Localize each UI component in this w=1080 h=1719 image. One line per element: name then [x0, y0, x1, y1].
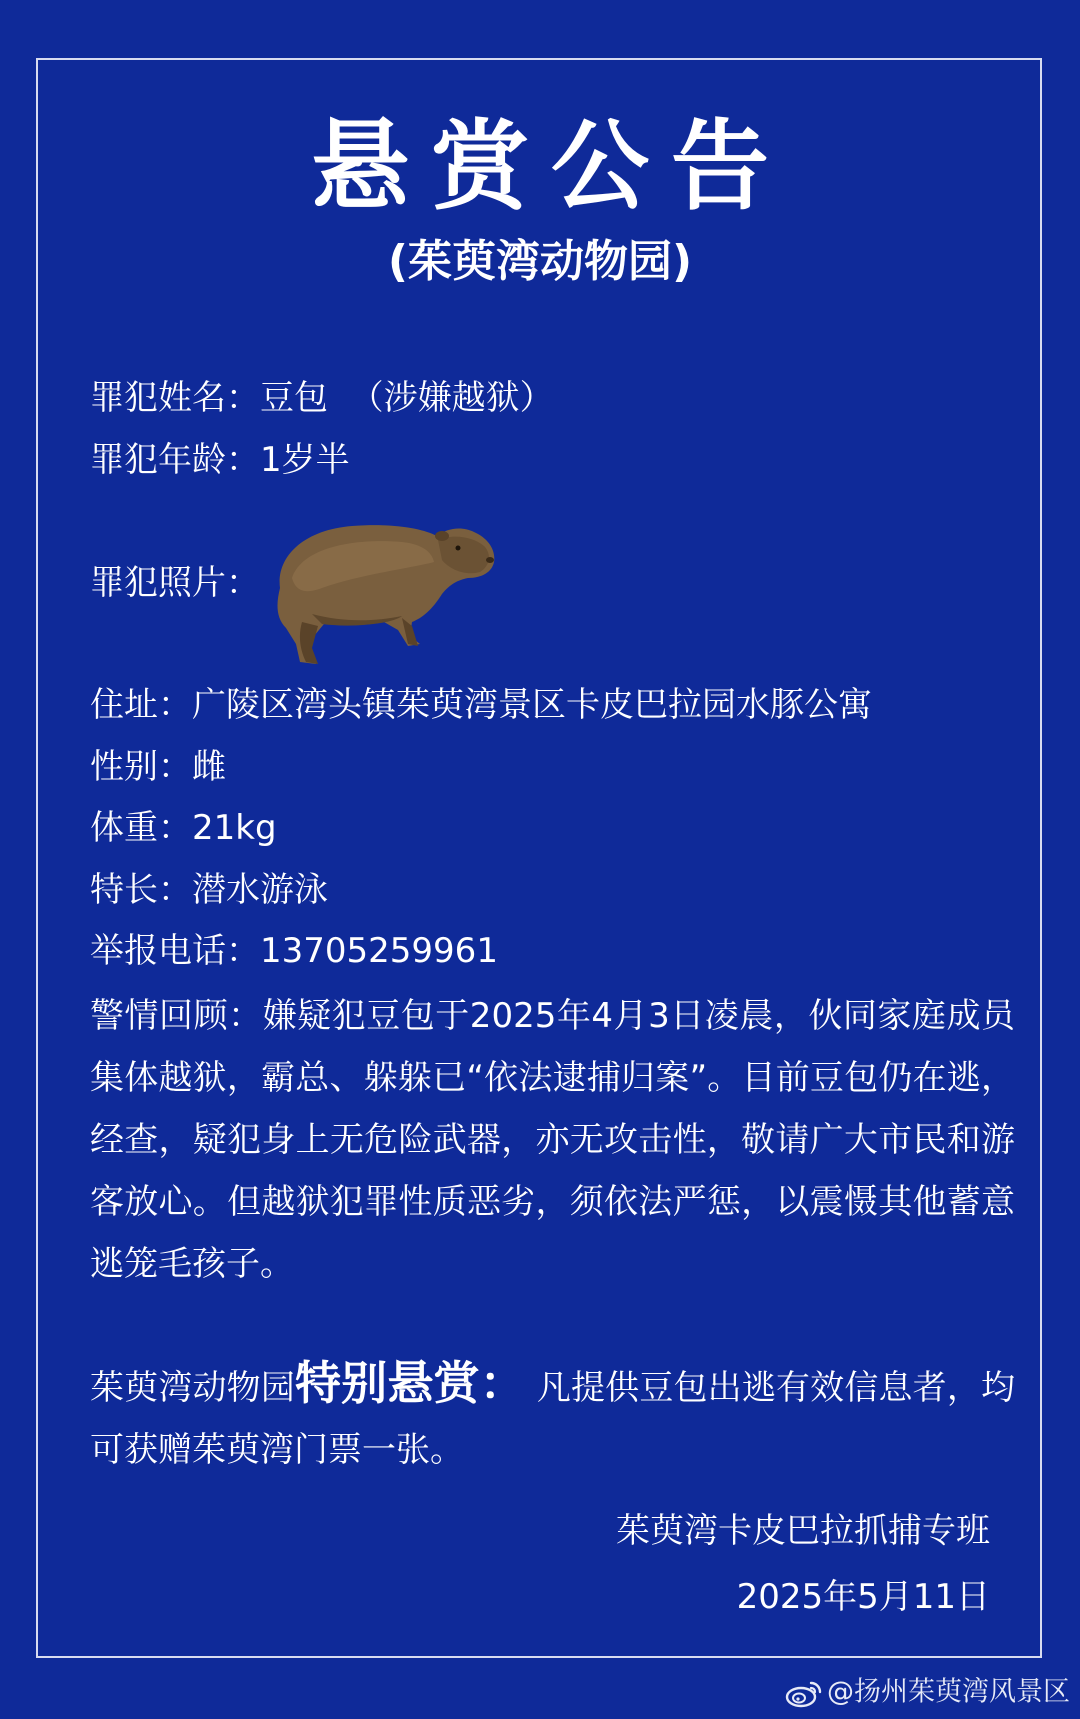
- address-label: 住址：: [90, 685, 192, 725]
- skill-row: [90, 870, 328, 910]
- skill-label: 特长：: [90, 870, 192, 910]
- reward-paragraph: [90, 1352, 1015, 1481]
- address-value: 广陵区湾头镇茱萸湾景区卡皮巴拉园水豚公寓: [192, 685, 872, 725]
- watermark: [785, 1678, 1070, 1708]
- phone-value: 13705259961: [260, 931, 498, 971]
- capybara-icon: [262, 518, 498, 668]
- photo-row: [90, 563, 260, 603]
- phone-row: [90, 931, 498, 971]
- age-value: 1岁半: [260, 440, 350, 480]
- reward-org: 茱萸湾动物园: [90, 1368, 296, 1408]
- skill-value: 潜水游泳: [192, 870, 328, 910]
- reward-headline: 特别悬赏：: [295, 1356, 526, 1410]
- signature-team: 茱萸湾卡皮巴拉抓捕专班: [616, 1511, 990, 1551]
- age-row: [90, 440, 350, 480]
- reward-text: 凡提供豆包出逃有效信息者，均可获赠茱萸湾门票一张。: [90, 1368, 1016, 1470]
- name-value: 豆包 （涉嫌越狱）: [260, 378, 554, 418]
- notice-title: 悬赏公告: [310, 110, 791, 224]
- address-row: [90, 685, 872, 725]
- gender-label: 性别：: [90, 747, 192, 787]
- signature-date: 2025年5月11日: [736, 1577, 990, 1617]
- incident-text: 嫌疑犯豆包于2025年4月3日凌晨，伙同家庭成员集体越狱，霸总、躲躲已“依法逮捕归案”。目前豆包仍在逃，经查，疑犯身上无危险武器，亦无攻击性，敬请广大市民和游客放心。但越狱犯罪性质恶劣，须依法严惩，以震慑其他蓄意逃笼毛孩子。: [90, 996, 1015, 1284]
- weibo-icon: [785, 1678, 823, 1708]
- weight-value: 21kg: [192, 808, 277, 848]
- age-label: 罪犯年龄：: [90, 440, 260, 480]
- notice-subtitle: (茱萸湾动物园): [387, 236, 693, 287]
- weight-row: [90, 808, 277, 848]
- incident-paragraph: [90, 985, 1015, 1295]
- gender-value: 雌: [192, 747, 226, 787]
- name-label: 罪犯姓名：: [90, 378, 260, 418]
- incident-label: 警情回顾：: [90, 996, 263, 1036]
- name-row: [90, 378, 554, 418]
- gender-row: [90, 747, 226, 787]
- phone-label: 举报电话：: [90, 931, 260, 971]
- photo-label: 罪犯照片：: [90, 563, 260, 603]
- watermark-text: @扬州茱萸湾风景区: [827, 1676, 1070, 1708]
- weight-label: 体重：: [90, 808, 192, 848]
